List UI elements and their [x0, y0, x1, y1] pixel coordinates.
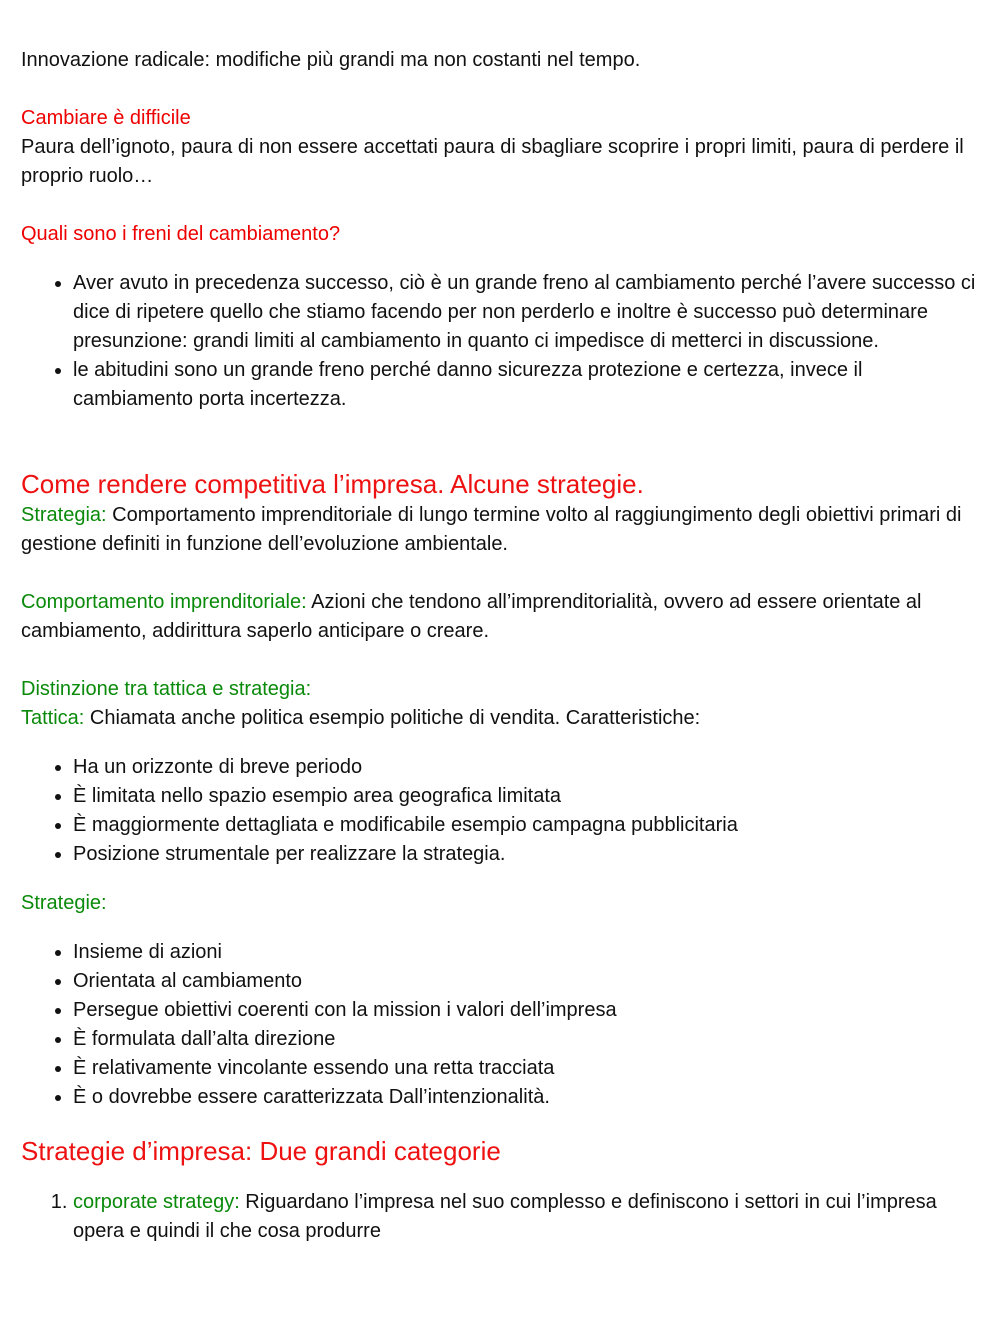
paragraph-tattica: [21, 704, 976, 733]
list-item: • le abitudini sono un grande freno perché danno sicurezza protezione e certezza, invece il cambiamento porta incertezza.: [73, 356, 976, 414]
comportamento-label: Comportamento imprenditoriale:: [21, 591, 307, 613]
heading-cambiare: Cambiare è difficile: [21, 107, 191, 129]
list-item: • È maggiormente dettagliata e modificabile esempio campagna pubblicitaria: [73, 811, 976, 840]
list-item: [73, 1188, 976, 1246]
strategie-list: [21, 938, 976, 1112]
freni-list: [21, 269, 976, 414]
heading-categorie: Strategie d’impresa: Due grandi categorie: [21, 1136, 501, 1166]
list-item: • È o dovrebbe essere caratterizzata Dall’intenzionalità.: [73, 1083, 976, 1112]
paragraph-cambiare: Paura dell’ignoto, paura di non essere accettati paura di sbagliare scoprire i propri limiti, paura di perdere il proprio ruolo…: [21, 136, 964, 187]
corporate-strategy-text: Riguardano l’impresa nel suo complesso e definiscono i settori in cui l’impresa opera e quindi il che cosa produrre: [73, 1191, 937, 1242]
list-item: • Insieme di azioni: [73, 938, 976, 967]
categorie-list: [21, 1188, 976, 1246]
tattica-list: [21, 753, 976, 869]
corporate-strategy-label: corporate strategy:: [73, 1191, 240, 1213]
heading-competitiva: Come rendere competitiva l’impresa. Alcune strategie.: [21, 469, 644, 499]
list-item: • Persegue obiettivi coerenti con la mission i valori dell’impresa: [73, 996, 976, 1025]
list-item: • Posizione strumentale per realizzare la strategia.: [73, 840, 976, 869]
strategia-label: Strategia:: [21, 504, 107, 526]
list-item: • È limitata nello spazio esempio area geografica limitata: [73, 782, 976, 811]
tattica-label: Tattica:: [21, 707, 85, 729]
paragraph-innovazione: Innovazione radicale: modifiche più grandi ma non costanti nel tempo.: [21, 49, 641, 71]
list-item: • Orientata al cambiamento: [73, 967, 976, 996]
tattica-text: Chiamata anche politica esempio politiche di vendita. Caratteristiche:: [84, 707, 701, 729]
comportamento-text: Azioni che tendono all’imprenditorialità, ovvero ad essere orientate al cambiamento, addirittura saperlo anticipare o creare.: [21, 591, 922, 642]
list-item: • È relativamente vincolante essendo una retta tracciata: [73, 1054, 976, 1083]
list-item: • Ha un orizzonte di breve periodo: [73, 753, 976, 782]
heading-strategie: Strategie:: [21, 892, 107, 914]
list-item: • Aver avuto in precedenza successo, ciò è un grande freno al cambiamento perché l’avere successo ci dice di ripetere quello che stiamo facendo per non perderlo e inoltre è successo può determinare presunzione: grandi limiti al cambiamento in quanto ci impedisce di metterci in discussione.: [73, 269, 976, 356]
heading-freni: Quali sono i freni del cambiamento?: [21, 223, 341, 245]
list-item: • È formulata dall’alta direzione: [73, 1025, 976, 1054]
paragraph-comportamento: [21, 588, 976, 646]
strategia-text: Comportamento imprenditoriale di lungo termine volto al raggiungimento degli obiettivi primari di gestione definiti in funzione dell’evoluzione ambientale.: [21, 504, 962, 555]
heading-distinzione: Distinzione tra tattica e strategia:: [21, 678, 312, 700]
paragraph-strategia: [21, 501, 976, 559]
